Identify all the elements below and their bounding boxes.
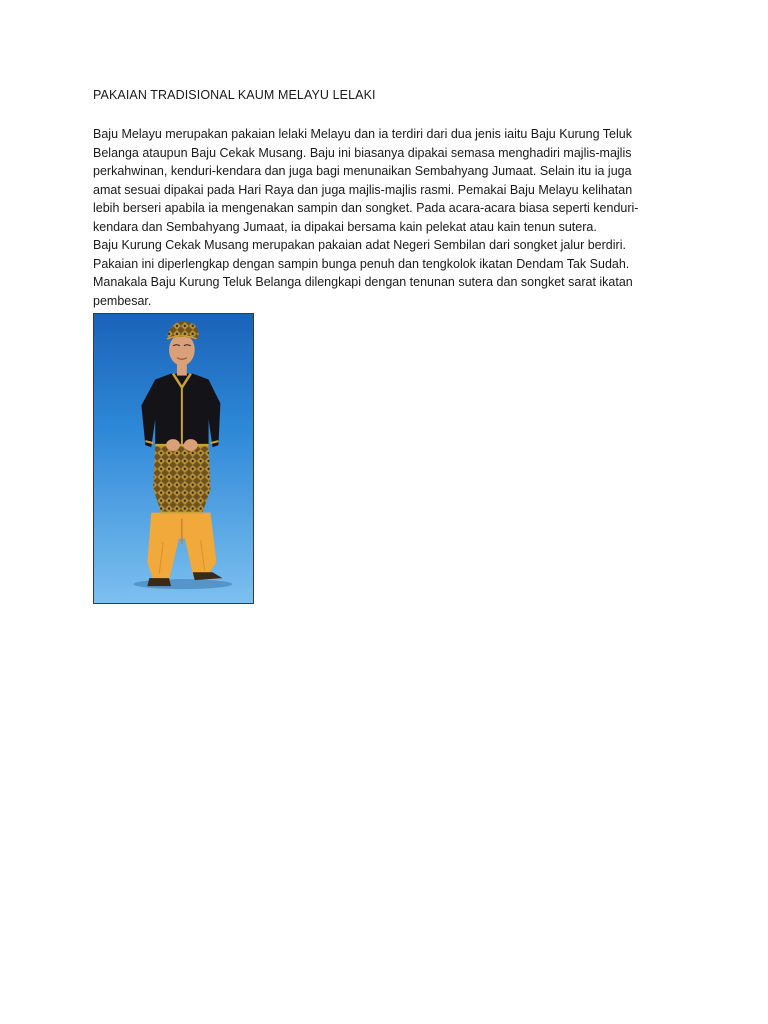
- face: [169, 334, 195, 366]
- left-hand: [166, 439, 180, 451]
- body-line: Baju Melayu merupakan pakaian lelaki Melayu dan ia terdiri dari dua jenis iaitu Baju Kurung Teluk: [93, 127, 632, 141]
- left-shoe: [147, 578, 171, 586]
- sampin: [153, 445, 210, 513]
- body-line: Belanga ataupun Baju Cekak Musang. Baju ini biasanya dipakai semasa menghadiri majlis-majlis: [93, 145, 632, 160]
- body-line: Manakala Baju Kurung Teluk Belanga dilengkapi dengan tenunan sutera dan songket sarat ikatan: [93, 275, 633, 289]
- man-in-baju-melayu-illustration: [94, 314, 253, 603]
- baju-melayu-photo: [93, 313, 254, 604]
- right-hand: [184, 439, 198, 451]
- body-line: lebih berseri apabila ia mengenakan sampin dan songket. Pada acara-acara biasa seperti kenduri-: [93, 201, 639, 215]
- body-line: perkahwinan, kenduri-kendara dan juga bagi menunaikan Sembahyang Jumaat. Selain itu ia juga: [93, 164, 632, 178]
- body-line: Pakaian ini diperlengkap dengan sampin bunga penuh dan tengkolok ikatan Dendam Tak Sudah.: [93, 256, 630, 271]
- body-line: amat sesuai dipakai pada Hari Raya dan juga majlis-majlis rasmi. Pemakai Baju Melayu kelihatan: [93, 182, 633, 197]
- body-line: kendara dan Sembahyang Jumaat, ia dipakai bersama kain pelekat atau kain tenun sutera.: [93, 219, 597, 234]
- document-title: PAKAIAN TRADISIONAL KAUM MELAYU LELAKI: [93, 88, 376, 102]
- body-line: Baju Kurung Cekak Musang merupakan pakaian adat Negeri Sembilan dari songket jalur berdiri.: [93, 238, 626, 252]
- body-line: pembesar.: [93, 293, 152, 308]
- document-body: [93, 125, 673, 310]
